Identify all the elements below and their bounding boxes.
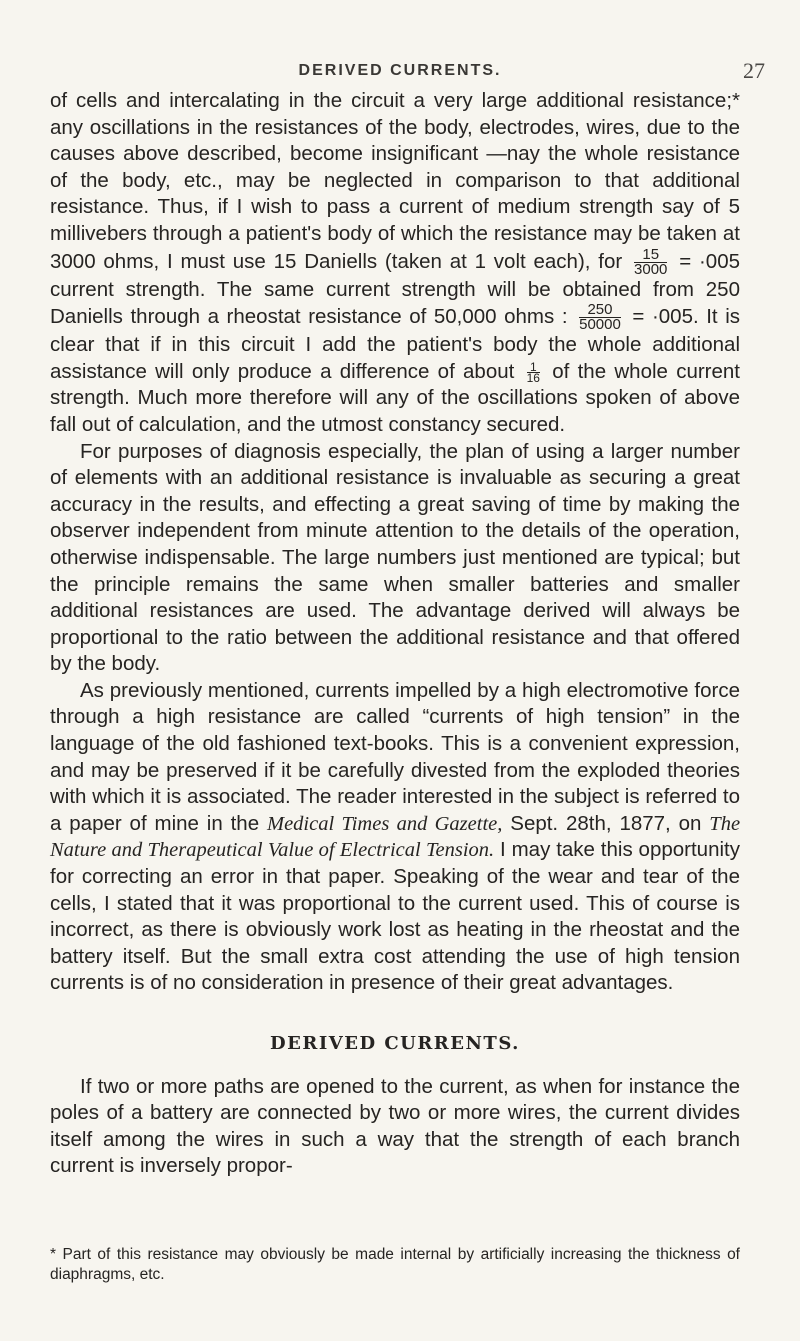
- running-title: DERIVED CURRENTS.: [298, 62, 502, 79]
- paragraph: [50, 88, 740, 439]
- paragraph-text: Sept. 28th, 1877, on: [510, 811, 702, 835]
- paper-title: The Nature and Therapeutical Value of Electrical Tension.: [50, 812, 741, 862]
- paragraph: For purposes of diagnosis especially, the plan of using a larger number of elements with an additional resistance is invaluable as securing a great accuracy in the results, and effecting a great saving of time by making the observer independent from minute attention to the details of the operation, otherwise indispensable. The large numbers just mentioned are typical; but the principle remains the same when smaller batteries and smaller additional resistances are used. The advantage derived will always be proportional to the ratio between the additional resistance and that offered by the body.: [50, 439, 740, 676]
- paragraph-text: of cells and intercalating in the circuit a very large additional resistance;* any oscillations in the resistances of the body, electrodes, wires, due to the causes above described, become insignificant —nay the whole resistance of the body, etc., may be neglected in comparison to that additional resistance. Thus, if I wish to pass a current of medium strength say of 5 millivebers through a patient's body of which the resistance may be taken at 3000 ohms, I must use 15 Daniells (taken at 1 volt each), for: [50, 89, 740, 273]
- fraction-250-over-50000: $\frac{250}{50000}$: [579, 301, 621, 334]
- journal-title: Medical Times and Gazette,: [267, 812, 503, 835]
- paragraph-text: = ·005. It is clear that if in this circuit I add the patient's body the whole additional assistance will only produce a difference of about: [50, 305, 741, 383]
- paragraph-text: I may take this opportunity for correcting an error in that paper. Speaking of the wear and tear of the cells, I stated that it was proportional to the current used. This of course is incorrect, as there is obviously work lost as heating in the rheostat and the battery itself. But the small extra cost attending the use of high tension currents is of no consideration in presence of their great advantages.: [50, 838, 740, 995]
- section-heading: DERIVED CURRENTS.: [270, 1033, 520, 1054]
- paragraph: [50, 678, 740, 997]
- fraction-1-over-16: $\frac{1}{16}$: [526, 359, 540, 385]
- fraction-15-over-3000: $\frac{15}{3000}$: [634, 245, 668, 278]
- paragraph-text: of the whole current strength. Much more therefore will any of the oscillations spoken of above fall out of calculation, and the utmost constancy secured.: [50, 359, 741, 436]
- paragraph-text: = ·005 current strength. The same current strength will be obtained from 250 Daniells through a rheostat resistance of 50,000 ohms :: [50, 249, 741, 329]
- page-number: 27: [743, 58, 765, 83]
- paragraph-text: As previously mentioned, currents impelled by a high electromotive force through a high resistance are called “currents of high tension” in the language of the old fashioned text-books. This is a convenient expression, and may be preserved if it be carefully divested from the exploded theories with which it is associated. The reader interested in the subject is referred to a paper of mine in the: [50, 678, 740, 835]
- footnote: * Part of this resistance may obviously be made internal by artificially increasing the thickness of diaphragms, etc.: [50, 1246, 740, 1283]
- paragraph: If two or more paths are opened to the current, as when for instance the poles of a battery are connected by two or more wires, the current divides itself among the wires in such a way that the strength of each branch current is inversely propor-: [50, 1074, 740, 1178]
- body-text: [50, 88, 740, 1180]
